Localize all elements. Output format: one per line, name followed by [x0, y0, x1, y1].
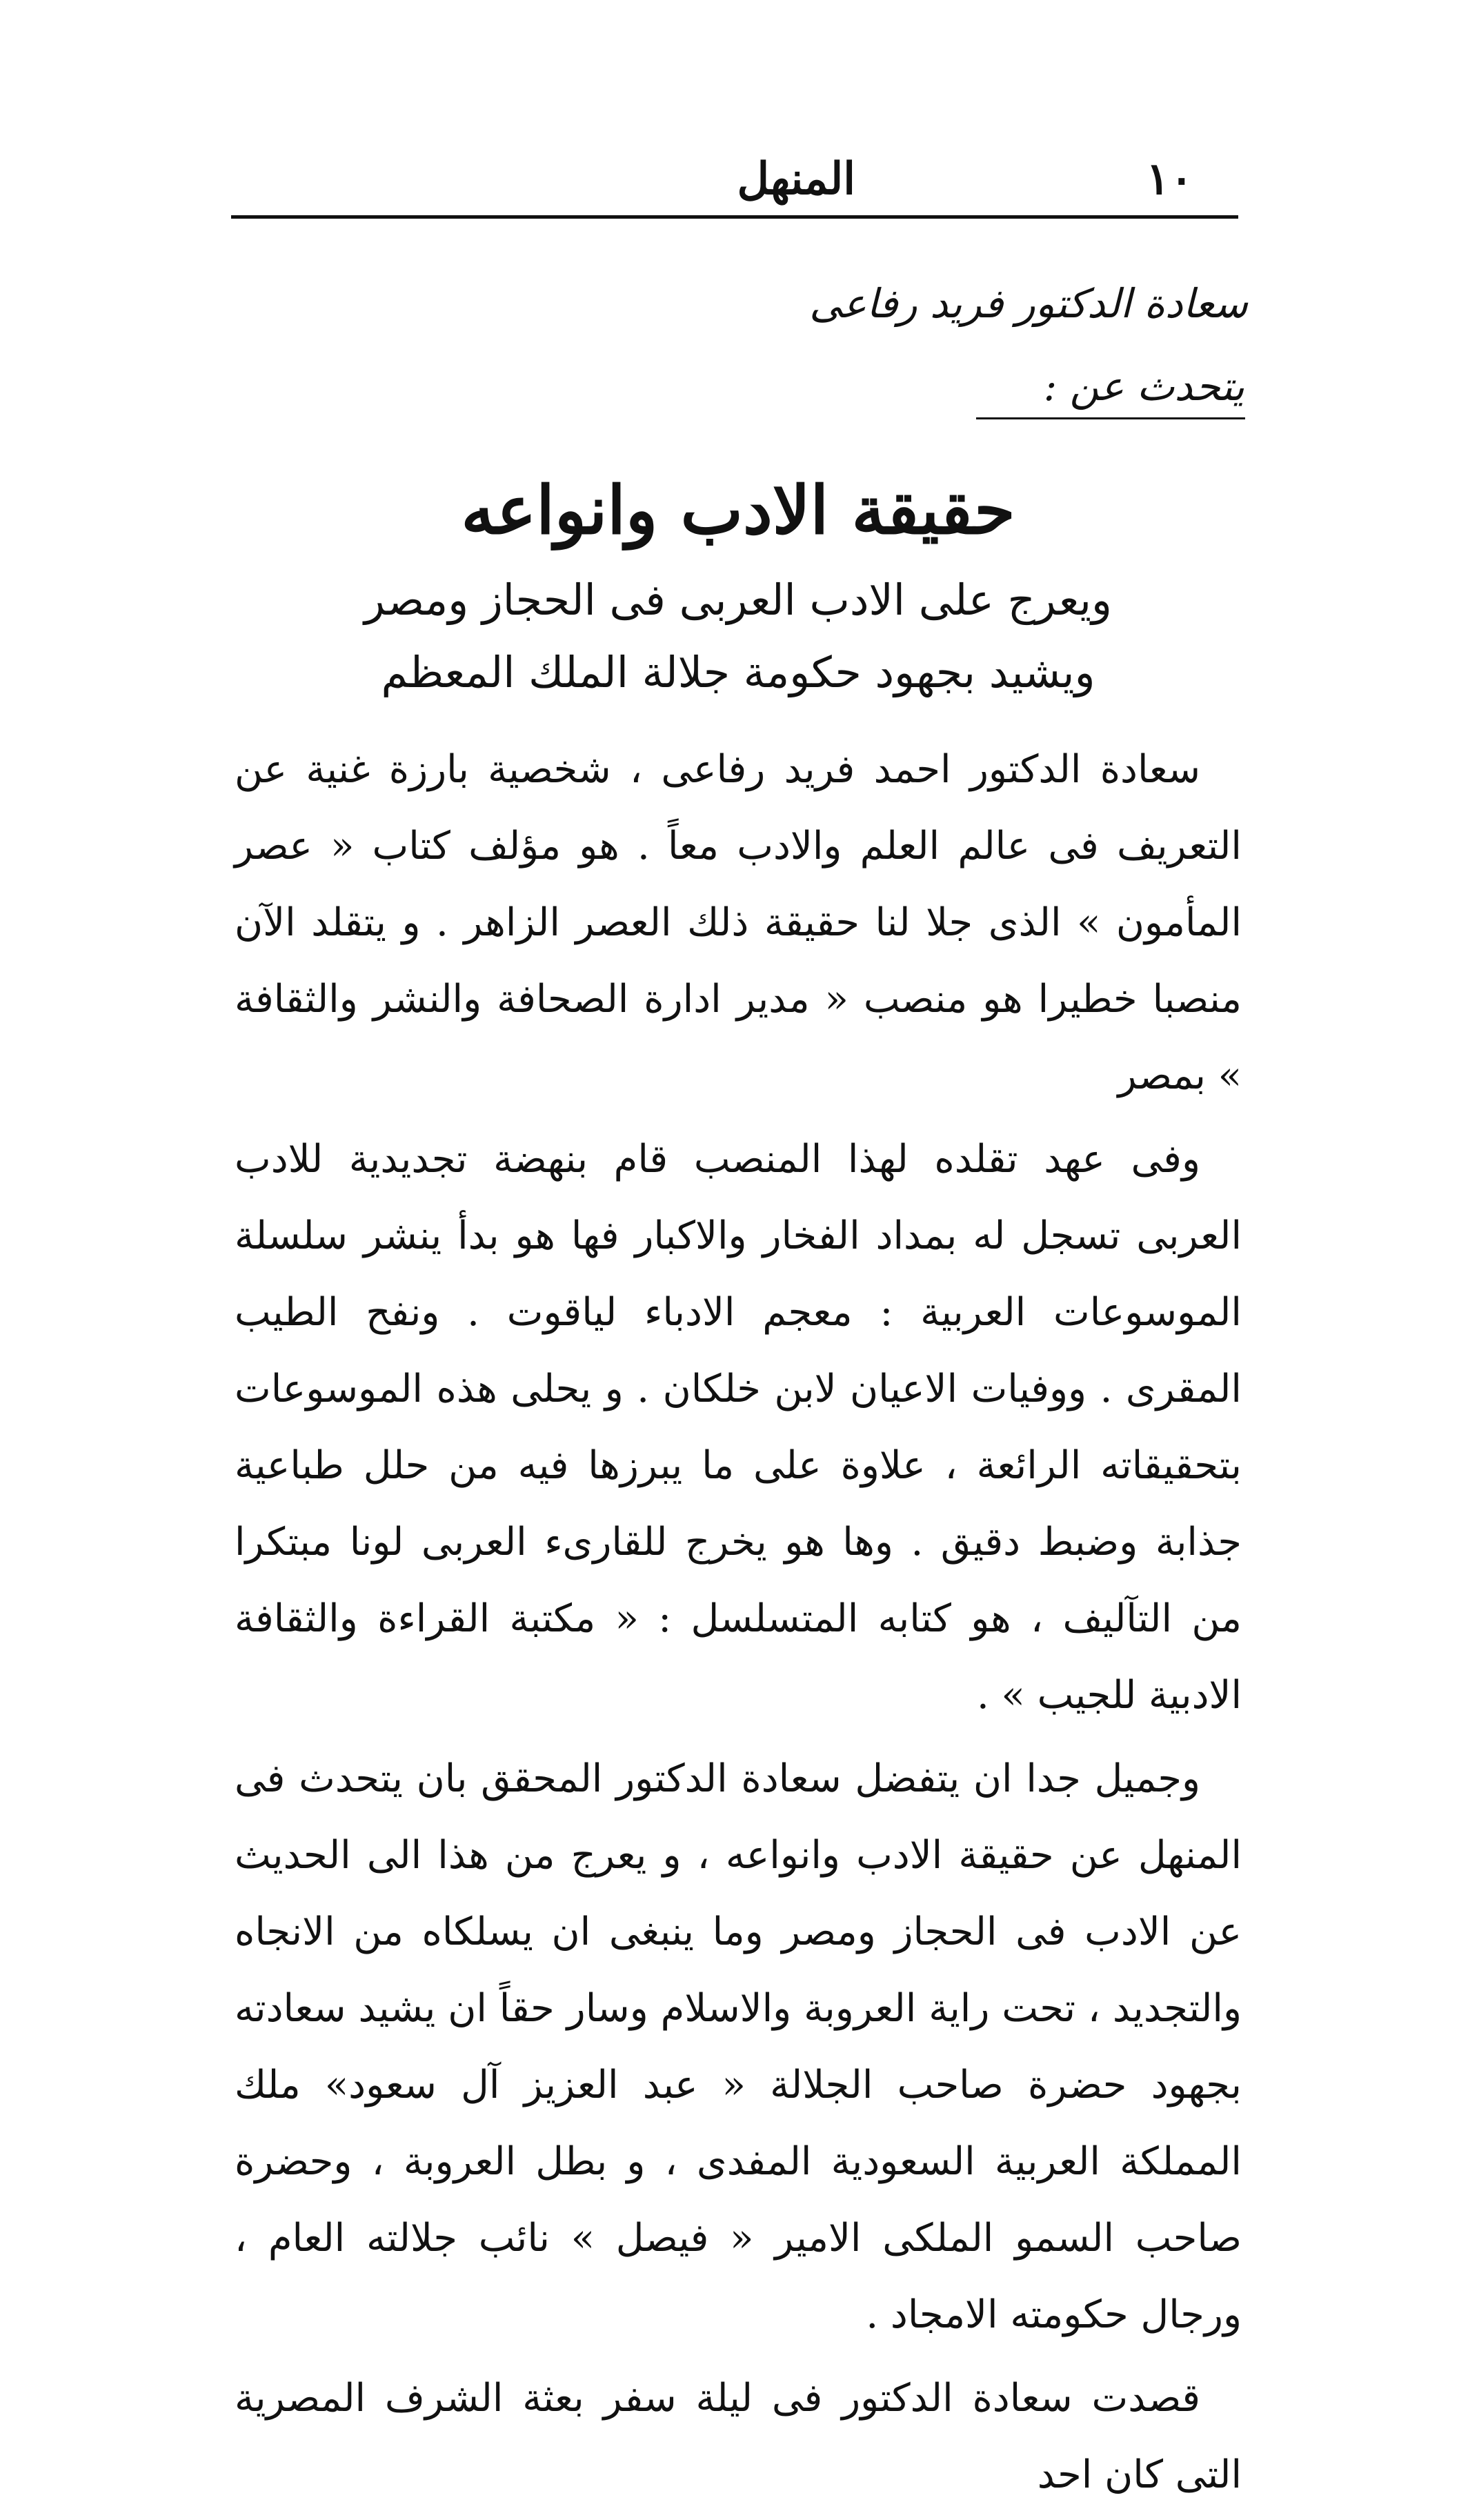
journal-name: المنهل	[737, 153, 855, 205]
article-title: حقيقة الادب وانواعه	[461, 471, 1015, 549]
page-header	[228, 145, 1242, 221]
article-body	[235, 731, 1242, 2520]
body-paragraph: قصدت سعادة الدكتور فى ليلة سفر بعثة الشرف المصرية التى كان احد	[235, 2376, 1242, 2497]
article-subtitle: ويشيد بجهود حكومة جلالة الملك المعظم	[381, 647, 1095, 697]
page-number: ١٠	[1146, 153, 1193, 205]
speaks-about-label: يتحدث عن :	[1043, 363, 1244, 410]
speaks-about-underline	[976, 417, 1245, 419]
body-paragraph: سعادة الدكتور احمد فريد رفاعى ، شخصية بارزة غنية عن التعريف فى عالم العلم والادب معاً . هو مؤلف كتاب « عصر المأمون » الذى جلا لنا حقيقة ذلك العصر الزاهر . و يتقلد الآن منصبا خطيرا هو منصب « مدير ادارة الصحافة والنشر والثقافة » بمصر	[235, 747, 1242, 1098]
body-paragraph: وجميل جدا ان يتفضل سعادة الدكتور المحقق بان يتحدث فى المنهل عن حقيقة الادب وانواعه ، و يعرج من هذا الى الحديث عن الادب فى الحجاز ومصر وما ينبغى ان يسلكاه من الانجاه والتجديد ، تحت راية العروبة والاسلام وسار حقاً ان يشيد سعادته بجهود حضرة صاحب الجلالة « عبد العزيز آل سعود» ملك المملكة العربية السعودية المفدى ، و بطل العروبة ، وحضرة صاحب السمو الملكى الامير « فيصل » نائب جلالته العام ، ورجال حكومته الامجاد .	[235, 1756, 1242, 2337]
header-divider	[231, 215, 1238, 219]
article-subtitle: ويعرج على الادب العربى فى الحجاز ومصر	[364, 575, 1112, 625]
author-byline: سعادة الدكتور فريد رفاعى	[809, 280, 1248, 327]
body-paragraph: وفى عهد تقلده لهذا المنصب قام بنهضة تجديدية للادب العربى تسجل له بمداد الفخار والاكبار فها هو بدأ ينشر سلسلة الموسوعات العربية : معجم الادباء لياقوت . ونفح الطيب المقرى . ووفيات الاعيان لابن خلكان . و يحلى هذه الموسوعات بتحقيقاته الرائعة ، علاوة على ما يبرزها فيه من حلل طباعية جذابة وضبط دقيق . وها هو يخرج للقارىء العربى لونا مبتكرا من التآليف ، هو كتابه المتسلسل : « مكتبة القراءة والثقافة الادبية للجيب » .	[235, 1137, 1242, 1718]
